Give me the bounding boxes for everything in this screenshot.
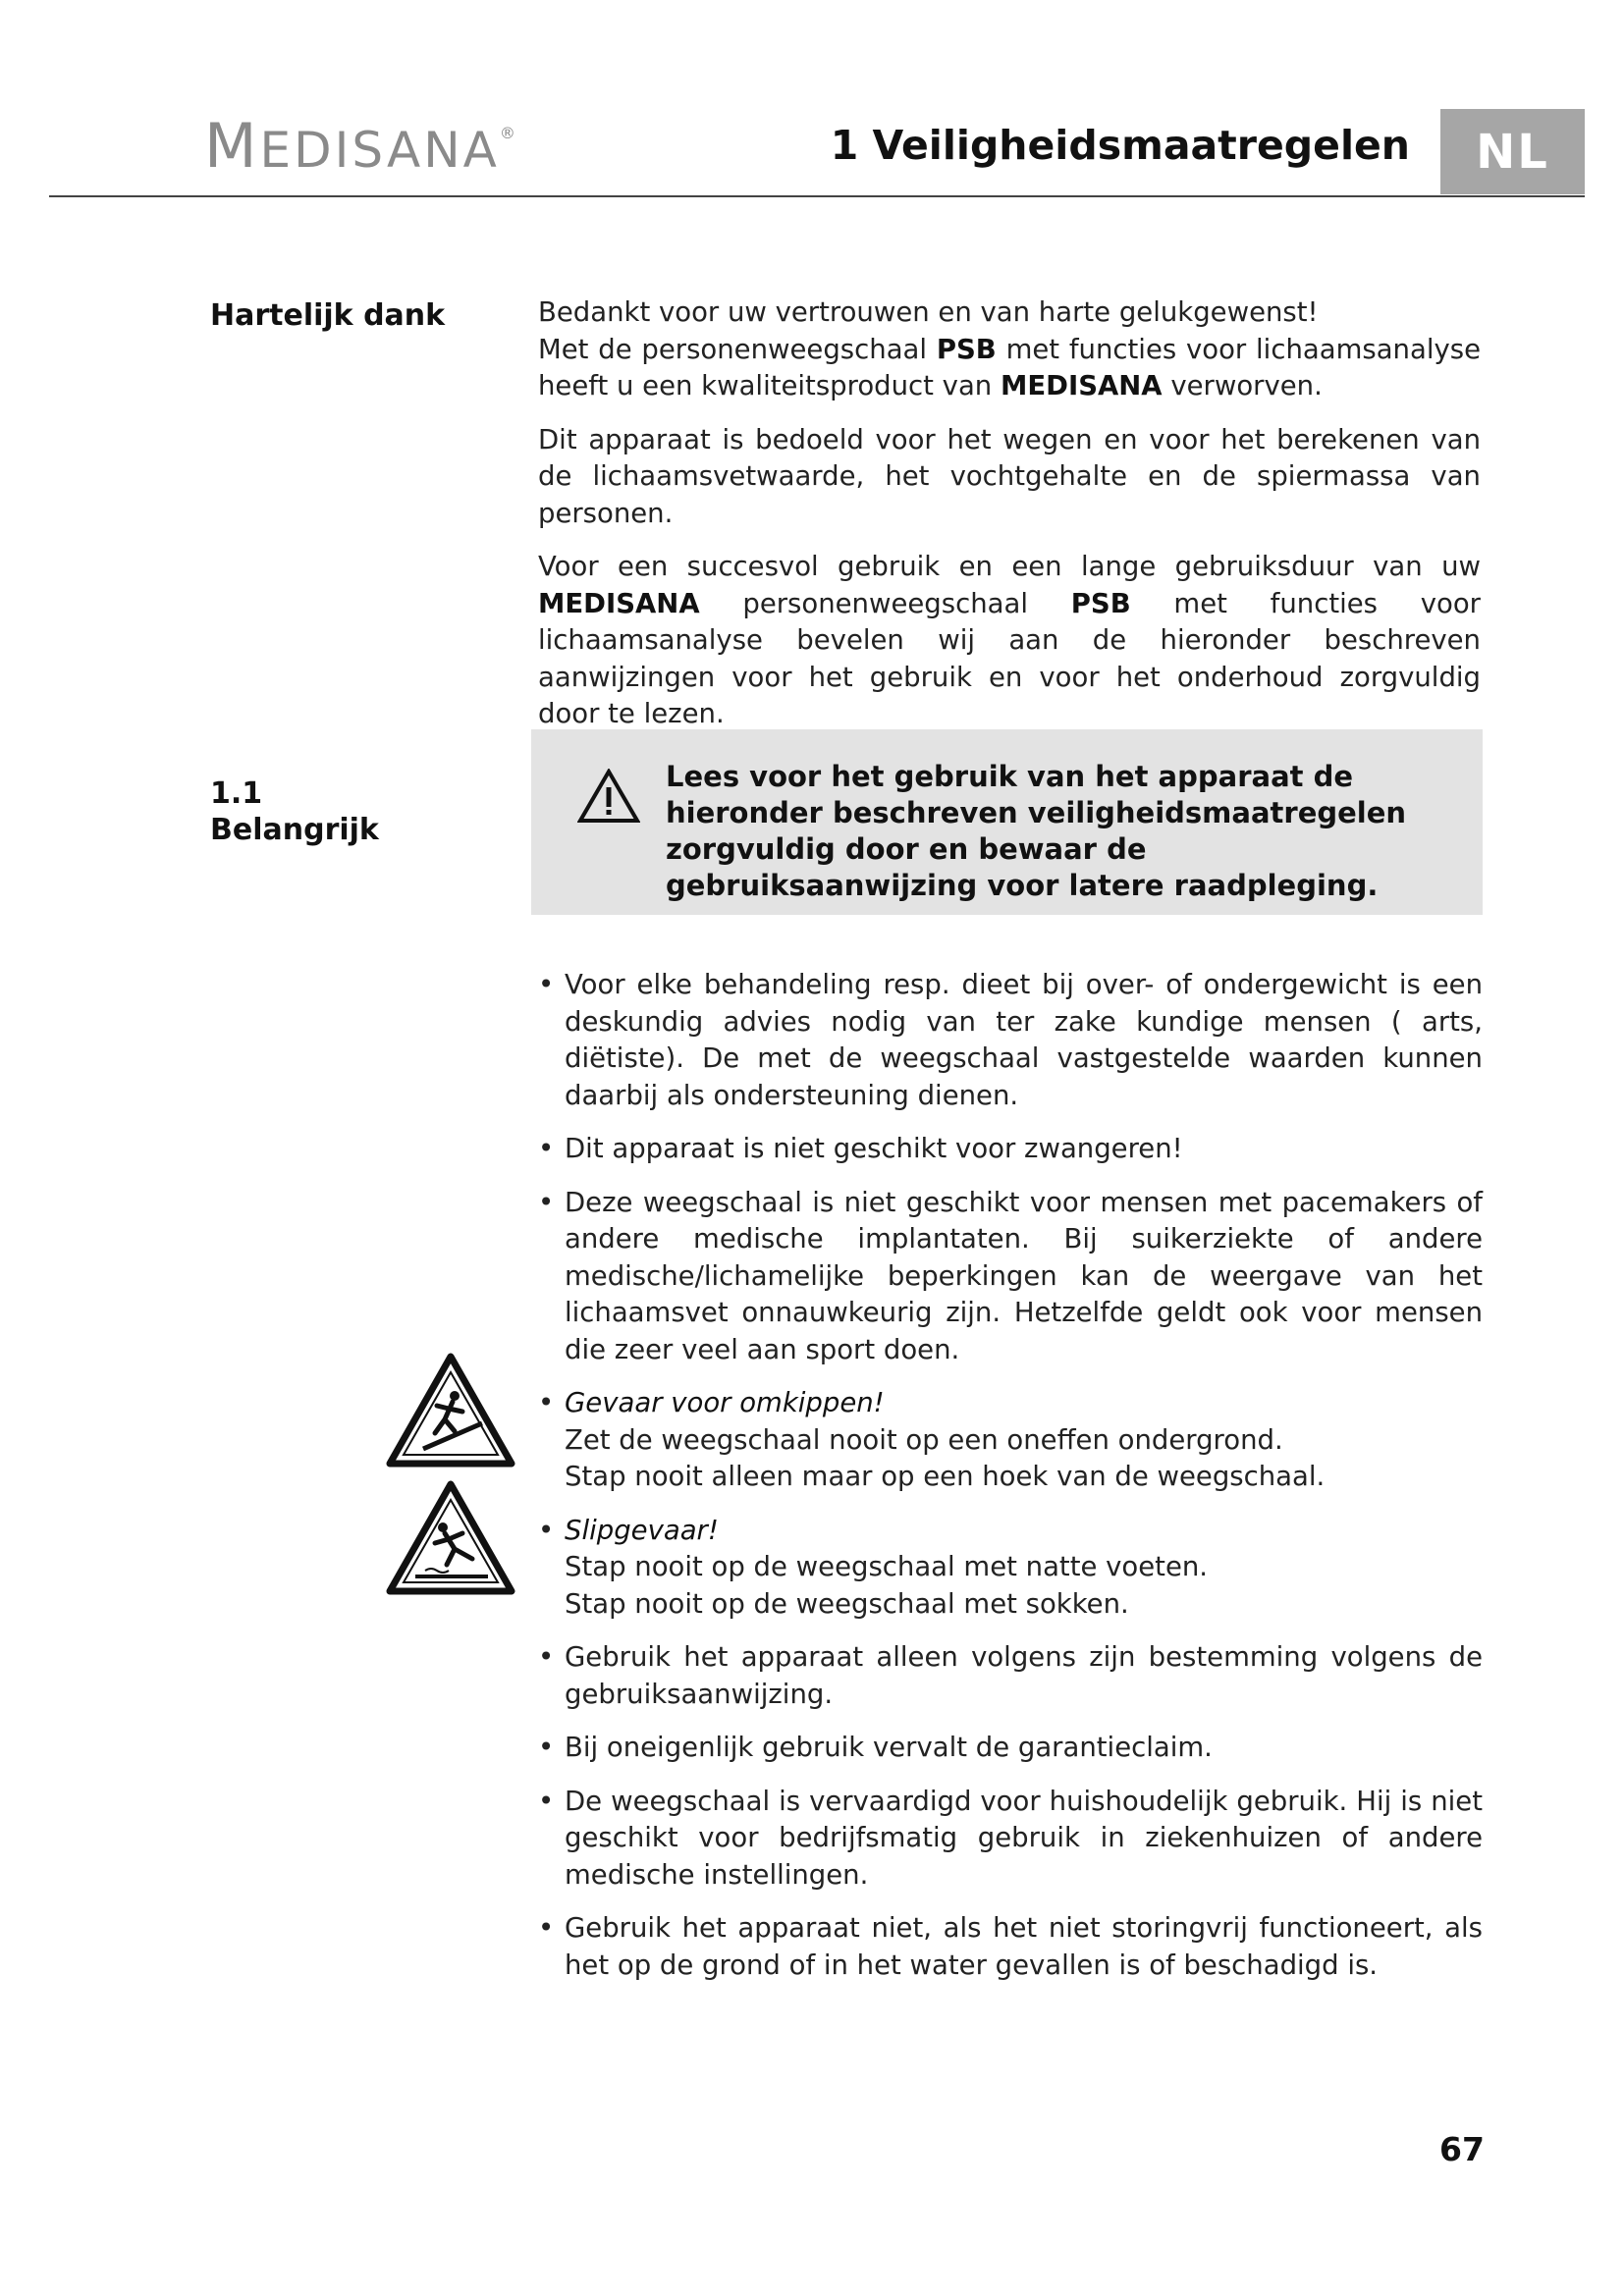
intro-text: Voor een succesvol gebruik en een lange gebruiksduur van uw xyxy=(538,551,1481,582)
section-number: 1.1 xyxy=(210,776,263,811)
warning-text: Lees voor het gebruik van het apparaat de hieronder beschreven veiligheidsmaatregelen zorgvuldig door en bewaar de gebruiksaanwijzing voor latere raadpleging. xyxy=(666,760,1407,902)
warning-triangle-icon xyxy=(577,769,640,824)
bullet: • xyxy=(538,969,555,1000)
section-title: Belangrijk xyxy=(210,813,379,847)
warning-box xyxy=(531,729,1483,915)
header-divider xyxy=(49,195,1585,197)
bullet: • xyxy=(538,1785,555,1817)
list-item xyxy=(538,1730,1483,1767)
intro-body xyxy=(538,294,1481,750)
list-item xyxy=(538,1185,1483,1369)
list-item-text: Bij oneigenlijk gebruik vervalt de garantieclaim. xyxy=(565,1732,1213,1763)
list-item-text: Voor elke behandeling resp. dieet bij over- of ondergewicht is een deskundig advies nodig van ter zake kundige mensen ( arts, diëtiste). De met de weegschaal vastgestelde waarden kunnen daarbij als ondersteuning dienen. xyxy=(565,969,1483,1111)
list-item xyxy=(538,1131,1483,1168)
hazard-heading: Slipgevaar! xyxy=(565,1514,719,1546)
intro-text: verworven. xyxy=(1162,370,1323,401)
product-name: PSB xyxy=(936,333,997,365)
bullet: • xyxy=(538,1732,555,1763)
bullet: • xyxy=(538,1387,555,1418)
tipping-hazard-icon xyxy=(386,1353,515,1468)
chapter-title: 1 Veiligheidsmaatregelen xyxy=(830,122,1410,169)
list-item-text: Stap nooit alleen maar op een hoek van de weegschaal. xyxy=(565,1461,1326,1492)
list-item xyxy=(538,1513,1483,1624)
list-item-text: Deze weegschaal is niet geschikt voor mensen met pacemakers of andere medische implantaten. Bij suikerziekte of andere medische/lichamelijke beperkingen kan de weergave van het lichaamsvet onnauwkeurig zijn. Hetzelfde geldt ook voor mensen die zeer veel aan sport doen. xyxy=(565,1186,1483,1365)
bullet: • xyxy=(538,1514,555,1546)
list-item xyxy=(538,1639,1483,1713)
safety-list xyxy=(538,967,1483,2001)
page-number: 67 xyxy=(1439,2130,1485,2168)
intro-paragraph-1 xyxy=(538,294,1481,405)
section-heading xyxy=(210,775,379,848)
list-item-text: Zet de weegschaal nooit op een oneffen ondergrond. xyxy=(565,1423,1283,1456)
list-item xyxy=(538,967,1483,1114)
list-item-text: Stap nooit op de weegschaal met sokken. xyxy=(565,1587,1129,1620)
bullet: • xyxy=(538,1641,555,1673)
intro-text: Met de personenweegschaal xyxy=(538,333,937,365)
brand-name: MEDISANA xyxy=(1000,370,1163,401)
intro-greeting: Bedankt voor uw vertrouwen en van harte gelukgewenst! xyxy=(538,296,1319,328)
intro-text: met functies voor lichaamsanalyse bevelen wij aan de hieronder beschreven aanwijzingen voor het gebruik en voor het onderhoud zorgvuldig door te lezen. xyxy=(538,587,1481,729)
bullet: • xyxy=(538,1186,555,1218)
list-item xyxy=(538,1784,1483,1895)
list-item-text: Stap nooit op de weegschaal met natte voeten. xyxy=(565,1551,1209,1582)
bullet: • xyxy=(538,1912,555,1944)
language-badge: NL xyxy=(1440,109,1585,194)
slip-hazard-icon xyxy=(386,1480,515,1595)
intro-text: met functies voor lichaamsanalyse heeft u een kwaliteitsproduct van xyxy=(538,333,1481,401)
list-item xyxy=(538,1385,1483,1496)
intro-heading: Hartelijk dank xyxy=(210,298,446,333)
intro-text: personenweegschaal xyxy=(699,587,1071,619)
list-item-text: Gebruik het apparaat alleen volgens zijn bestemming volgens de gebruiksaanwijzing. xyxy=(565,1641,1483,1710)
bullet: • xyxy=(538,1133,555,1164)
intro-paragraph-3 xyxy=(538,549,1481,733)
intro-paragraph-2: Dit apparaat is bedoeld voor het wegen en voor het berekenen van de lichaamsvetwaarde, het vochtgehalte en de spiermassa van personen. xyxy=(538,423,1481,529)
list-item-text: Gebruik het apparaat niet, als het niet storingvrij functioneert, als het op de grond of in het water gevallen is of beschadigd is. xyxy=(565,1912,1483,1981)
hazard-heading: Gevaar voor omkippen! xyxy=(565,1387,885,1418)
brand-name: MEDISANA xyxy=(538,587,700,619)
list-item-text: De weegschaal is vervaardigd voor huishoudelijk gebruik. Hij is niet geschikt voor bedrijfsmatig gebruik in ziekenhuizen of andere medische instellingen. xyxy=(565,1785,1483,1891)
list-item xyxy=(538,1910,1483,1984)
list-item-text: Dit apparaat is niet geschikt voor zwangeren! xyxy=(565,1133,1183,1164)
product-name: PSB xyxy=(1070,587,1131,619)
medisana-logo: MEDISANA® xyxy=(204,110,515,182)
